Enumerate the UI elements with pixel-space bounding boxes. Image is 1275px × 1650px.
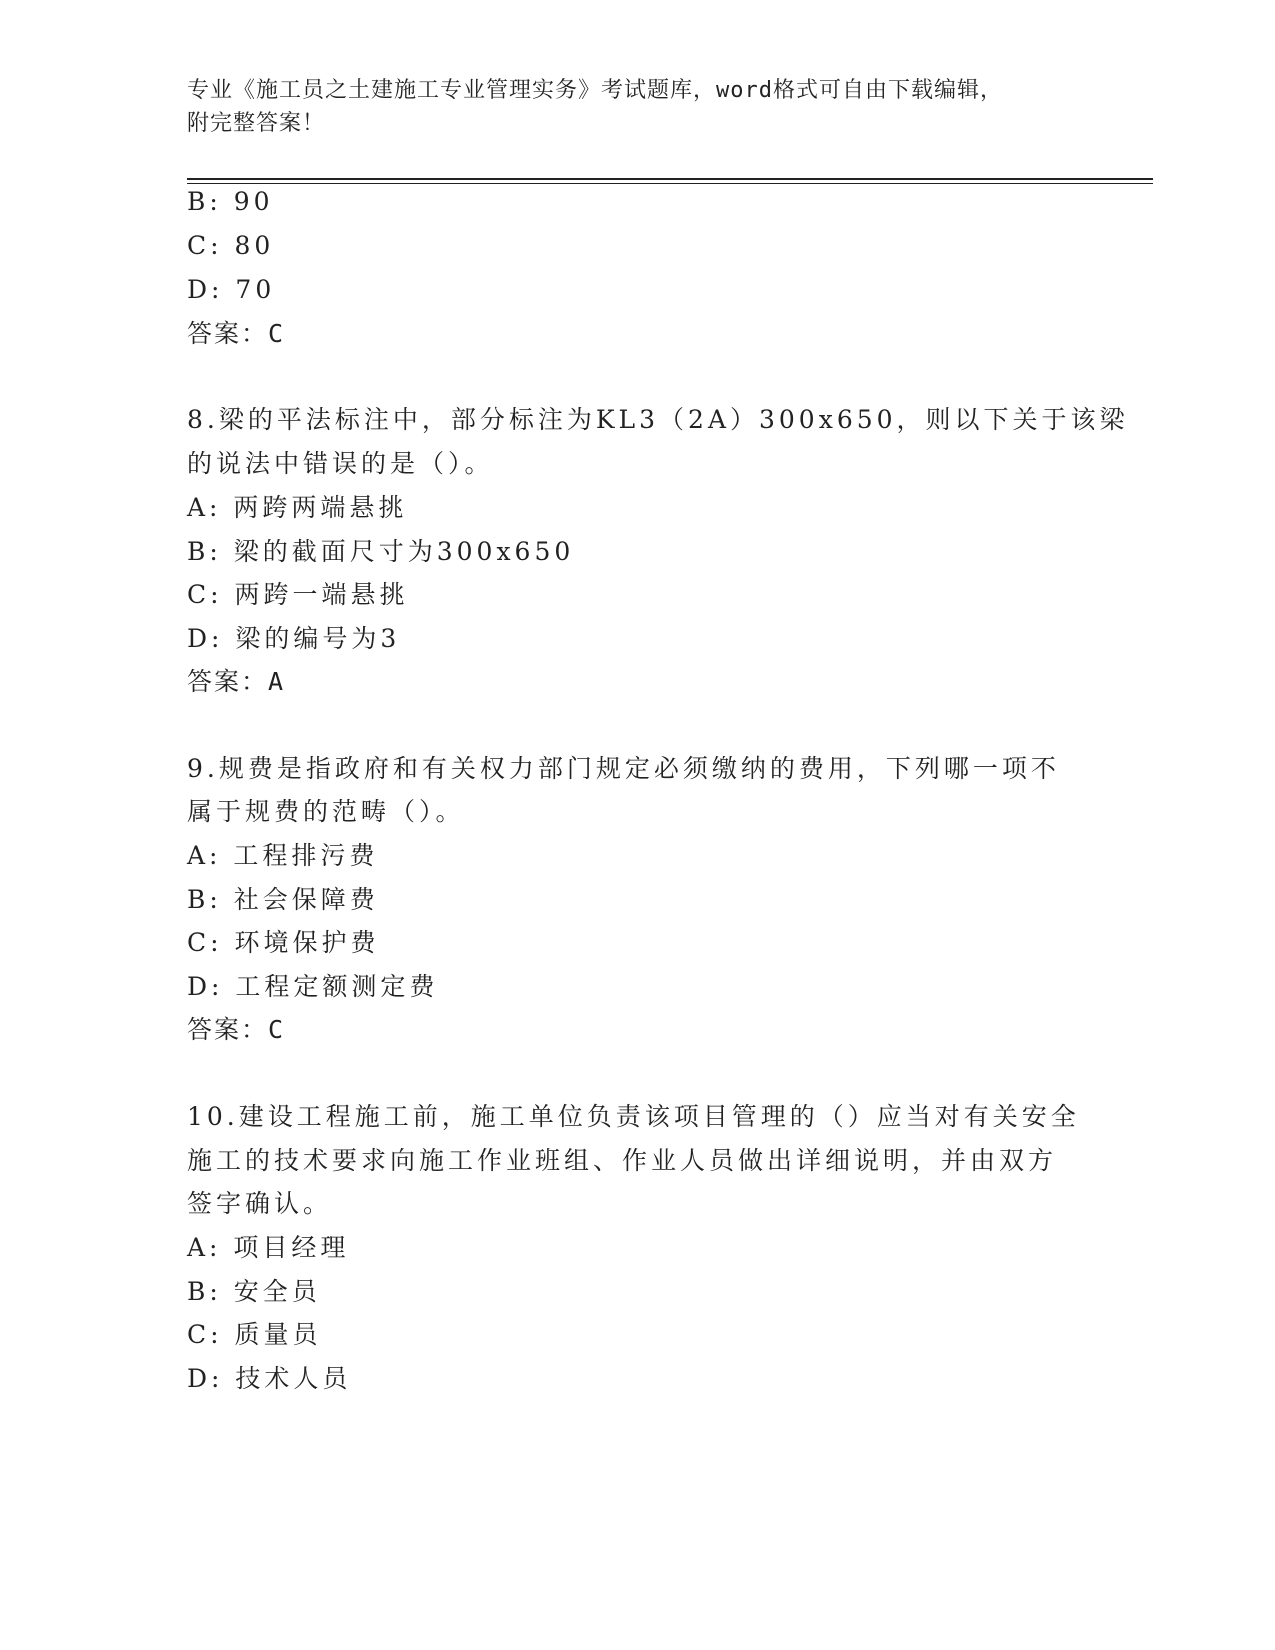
q10-option-b: B: 安全员 xyxy=(187,1277,321,1306)
q10-stem-line-1: 10.建设工程施工前，施工单位负责该项目管理的（）应当对有关安全 xyxy=(187,1102,1080,1131)
q8-option-a: A: 两跨两端悬挑 xyxy=(187,493,408,522)
q10-stem-line-2: 施工的技术要求向施工作业班组、作业人员做出详细说明，并由双方 xyxy=(187,1146,1058,1175)
q9-stem-line-2: 属于规费的范畴（）。 xyxy=(187,797,465,826)
document-header xyxy=(187,74,1087,140)
header-divider-thin xyxy=(187,183,1153,184)
header-divider-thick xyxy=(187,178,1153,180)
q8-option-b: B: 梁的截面尺寸为300x650 xyxy=(187,537,575,566)
q9-option-a: A: 工程排污费 xyxy=(187,841,379,870)
header-line-2: 附完整答案！ xyxy=(187,111,326,136)
q9-option-c: C: 环境保护费 xyxy=(187,928,380,957)
q10-option-c: C: 质量员 xyxy=(187,1320,322,1349)
q9-option-b: B: 社会保障费 xyxy=(187,885,379,914)
q8-option-d: D: 梁的编号为3 xyxy=(187,624,401,653)
q10-option-a: A: 项目经理 xyxy=(187,1233,350,1262)
header-line-1: 专业《施工员之土建施工专业管理实务》考试题库，word格式可自由下载编辑， xyxy=(187,78,1003,103)
q7-option-b: B: 90 xyxy=(187,187,274,216)
q8-stem-line-1: 8.梁的平法标注中，部分标注为KL3（2A）300x650，则以下关于该梁 xyxy=(187,405,1129,434)
q7-answer: 答案：C xyxy=(187,319,286,348)
q10-option-d: D: 技术人员 xyxy=(187,1364,352,1393)
q9-answer: 答案：C xyxy=(187,1015,286,1044)
q7-option-d: D: 70 xyxy=(187,275,276,304)
q9-option-d: D: 工程定额测定费 xyxy=(187,972,439,1001)
q10-stem-line-3: 签字确认。 xyxy=(187,1189,333,1218)
q9-stem-line-1: 9.规费是指政府和有关权力部门规定必须缴纳的费用，下列哪一项不 xyxy=(187,754,1060,783)
q8-stem-line-2: 的说法中错误的是（）。 xyxy=(187,449,494,478)
q8-option-c: C: 两跨一端悬挑 xyxy=(187,580,409,609)
q8-answer: 答案：A xyxy=(187,667,286,696)
q7-option-c: C: 80 xyxy=(187,231,275,260)
